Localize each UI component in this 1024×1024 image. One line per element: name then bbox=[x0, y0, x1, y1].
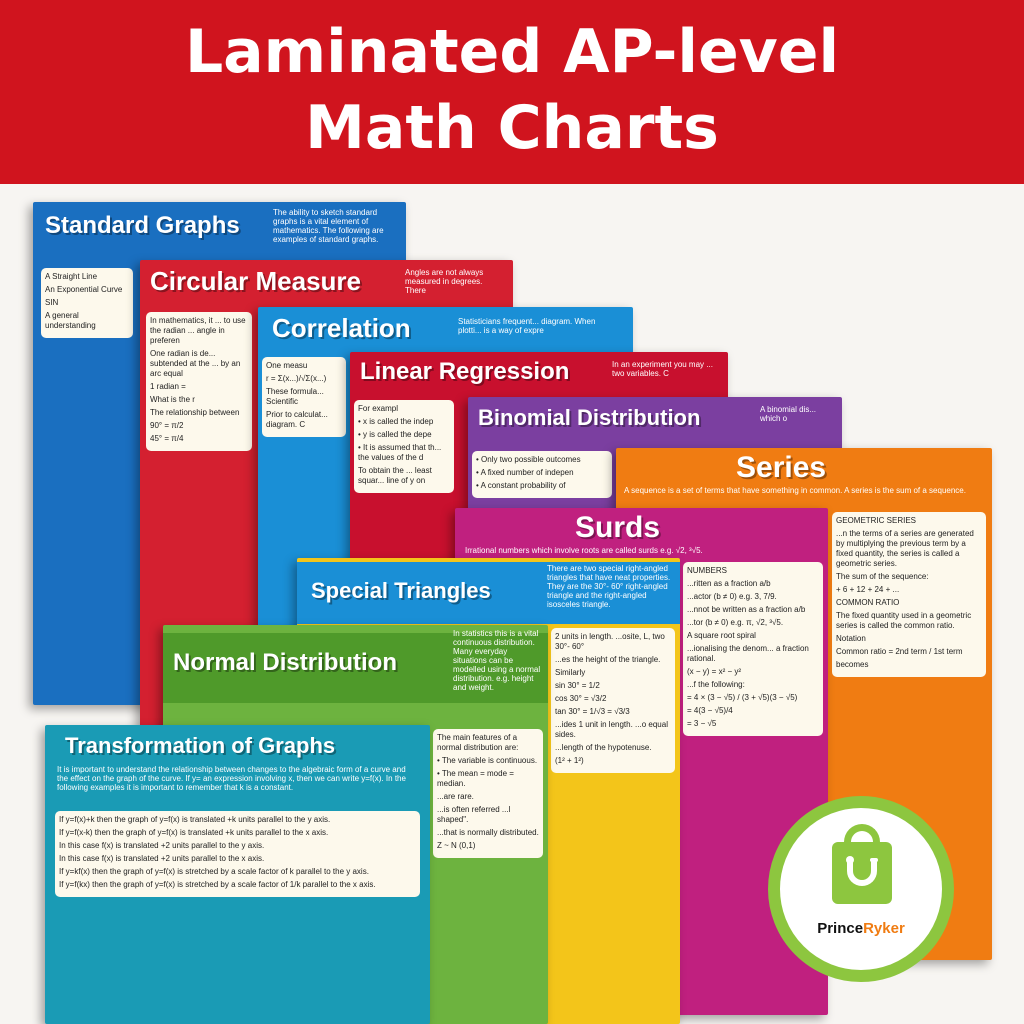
poster-text: If y=kf(x) then the graph of y=f(x) is stretched by a scale factor of k parallel to the y axis. bbox=[59, 867, 369, 876]
poster-transformation-of-graphs bbox=[45, 725, 430, 1024]
poster-text: ...actor (b ≠ 0) e.g. 3, 7/9. bbox=[687, 592, 777, 601]
poster-text: = 3 − √5 bbox=[687, 719, 717, 728]
poster-text: 90° = π/2 bbox=[150, 421, 184, 430]
poster-content-panel bbox=[146, 312, 252, 451]
poster-text: • The mean = mode = median. bbox=[437, 769, 514, 788]
brand-logo bbox=[768, 796, 954, 982]
poster-intro: Statisticians frequent... diagram. When plotti... is a way of expre bbox=[458, 317, 596, 335]
poster-footer: A general understanding bbox=[45, 311, 96, 330]
poster-intro: It is important to understand the relationship between changes to the algebraic form of a curve and the effect on the graph of the curve. If y= an expression involving x, then we can write y=f(x). In the following examples it is important to remember that k is a constant. bbox=[57, 765, 406, 792]
poster-text: ...that is normally distributed. bbox=[437, 828, 539, 837]
poster-text: To obtain the ... least squar... line of y on bbox=[358, 466, 432, 485]
poster-text: Common ratio = 2nd term / 1st term bbox=[836, 647, 963, 656]
poster-intro: In statistics this is a vital continuous distribution. Many everyday situations can be modelled using a normal distribution. e.g. height and weight. bbox=[453, 629, 541, 692]
poster-text: ...ides 1 unit in length. ...o equal sides. bbox=[555, 720, 668, 739]
poster-text: The relationship between bbox=[150, 408, 240, 417]
poster-text: (1² + 1²) bbox=[555, 756, 584, 765]
poster-title: Normal Distribution bbox=[173, 649, 398, 676]
poster-text: COMMON RATIO bbox=[836, 598, 900, 607]
poster-text: • The variable is continuous. bbox=[437, 756, 538, 765]
poster-title: Special Triangles bbox=[311, 578, 491, 603]
poster-text: One radian is de... subtended at the ... by an arc equal bbox=[150, 349, 241, 378]
poster-intro: In an experiment you may ... two variables. C bbox=[612, 360, 713, 378]
poster-text: Z ~ N (0,1) bbox=[437, 841, 476, 850]
poster-text: What is the r bbox=[150, 395, 195, 404]
poster-content-panel bbox=[55, 811, 420, 897]
poster-text: ...es the height of the triangle. bbox=[555, 655, 661, 664]
poster-text: becomes bbox=[836, 660, 869, 669]
poster-text: If y=f(kx) then the graph of y=f(x) is stretched by a scale factor of 1/k parallel to the x axis. bbox=[59, 880, 376, 889]
poster-text: These formula... Scientific bbox=[266, 387, 324, 406]
poster-text: The fixed quantity used in a geometric series is called the common ratio. bbox=[836, 611, 972, 630]
banner-line-2: Math Charts bbox=[305, 93, 719, 163]
poster-content-panel bbox=[354, 400, 454, 493]
poster-title: Circular Measure bbox=[150, 266, 361, 296]
poster-text: For exampl bbox=[358, 404, 399, 413]
poster-content-panel bbox=[433, 729, 543, 858]
poster-content-panel bbox=[683, 562, 823, 736]
poster-title: Correlation bbox=[272, 313, 411, 343]
poster-text: Notation bbox=[836, 634, 866, 643]
poster-text: A Straight Line bbox=[45, 272, 98, 281]
poster-title: Standard Graphs bbox=[45, 212, 240, 239]
poster-text: • Only two possible outcomes bbox=[476, 455, 581, 464]
poster-text: • x is called the indep bbox=[358, 417, 434, 426]
poster-title: Surds bbox=[575, 511, 661, 544]
poster-title: Binomial Distribution bbox=[478, 405, 701, 430]
poster-text: ...nnot be written as a fraction a/b bbox=[687, 605, 806, 614]
poster-content-panel bbox=[472, 451, 612, 498]
poster-intro: There are two special right-angled triangles that have neat properties. They are the 30°- 60° right-angled triangle and the right-angled isosceles triangle. bbox=[547, 564, 671, 609]
poster-text: • A constant probability of bbox=[476, 481, 566, 490]
poster-text: Prior to calculat... diagram. C bbox=[266, 410, 328, 429]
poster-content-panel bbox=[41, 268, 133, 338]
poster-text: ...f the following: bbox=[687, 680, 745, 689]
poster-text: If y=f(x)+k then the graph of y=f(x) is translated +k units parallel to the y axis. bbox=[59, 815, 331, 824]
poster-intro: Angles are not always measured in degrees. There bbox=[405, 268, 484, 295]
poster-text: ...n the terms of a series are generated by multiplying the previous term by a fixed quantity, the series is called a geometric series. bbox=[836, 529, 974, 568]
poster-text: The main features of a normal distribution are: bbox=[437, 733, 519, 752]
poster-text: = 4(3 − √5)/4 bbox=[687, 706, 733, 715]
poster-content-panel bbox=[262, 357, 346, 437]
poster-title: Linear Regression bbox=[360, 358, 570, 385]
poster-text: sin 30° = 1/2 bbox=[555, 681, 600, 690]
poster-content-panel bbox=[832, 512, 986, 677]
poster-intro: The ability to sketch standard graphs is a vital element of mathematics. The following are examples of standard graphs. bbox=[273, 208, 384, 244]
poster-text: If y=f(x-k) then the graph of y=f(x) is translated +k units parallel to the x axis. bbox=[59, 828, 329, 837]
poster-text: cos 30° = √3/2 bbox=[555, 694, 607, 703]
shopping-bag-icon bbox=[832, 842, 892, 904]
poster-text: ...are rare. bbox=[437, 792, 474, 801]
brand-name: PrinceRyker bbox=[817, 920, 905, 937]
poster-text: r = Σ(x...)/√Σ(x...) bbox=[266, 374, 327, 383]
poster-text: In mathematics, it ... to use the radian ... angle in preferen bbox=[150, 316, 246, 345]
poster-text: An Exponential Curve bbox=[45, 285, 123, 294]
poster-text: tan 30° = 1/√3 = √3/3 bbox=[555, 707, 630, 716]
poster-text: GEOMETRIC SERIES bbox=[836, 516, 917, 525]
poster-intro: A binomial dis... which o bbox=[760, 405, 817, 423]
poster-text: 45° = π/4 bbox=[150, 434, 184, 443]
poster-text: ...is often referred ...l shaped". bbox=[437, 805, 511, 824]
poster-text: Similarly bbox=[555, 668, 586, 677]
poster-text: = 4 × (3 − √5) / (3 + √5)(3 − √5) bbox=[687, 693, 798, 702]
poster-intro: A sequence is a set of terms that have something in common. A series is the sum of a sequence. bbox=[624, 486, 966, 495]
poster-text: NUMBERS bbox=[687, 566, 728, 575]
poster-text: + 6 + 12 + 24 + ... bbox=[836, 585, 900, 594]
poster-text: ...ritten as a fraction a/b bbox=[687, 579, 771, 588]
poster-text: ...ionalising the denom... a fraction rational. bbox=[687, 644, 809, 663]
poster-content-panel bbox=[551, 628, 675, 773]
poster-text: SIN bbox=[45, 298, 59, 307]
poster-title: Transformation of Graphs bbox=[65, 733, 336, 758]
poster-text: ...tor (b ≠ 0) e.g. π, √2, ³√5. bbox=[687, 618, 784, 627]
poster-text: ...length of the hypotenuse. bbox=[555, 743, 652, 752]
poster-intro: Irrational numbers which involve roots are called surds e.g. √2, ³√5. bbox=[465, 546, 703, 555]
poster-text: 2 units in length. ...osite, L, two 30°- 60° bbox=[555, 632, 665, 651]
banner-line-1: Laminated AP-level bbox=[184, 17, 840, 87]
poster-text: In this case f(x) is translated +2 units parallel to the x axis. bbox=[59, 854, 265, 863]
poster-text: The sum of the sequence: bbox=[836, 572, 929, 581]
poster-text: In this case f(x) is translated +2 units parallel to the y axis. bbox=[59, 841, 265, 850]
poster-text: • y is called the depe bbox=[358, 430, 432, 439]
poster-text: One measu bbox=[266, 361, 308, 370]
poster-text: • It is assumed that th... the values of the d bbox=[358, 443, 442, 462]
title-banner bbox=[0, 0, 1024, 184]
poster-text: (x − y) = x² − y² bbox=[687, 667, 742, 676]
poster-text: A square root spiral bbox=[687, 631, 756, 640]
poster-text: 1 radian = bbox=[150, 382, 186, 391]
poster-text: • A fixed number of indepen bbox=[476, 468, 574, 477]
poster-title: Series bbox=[736, 451, 827, 484]
